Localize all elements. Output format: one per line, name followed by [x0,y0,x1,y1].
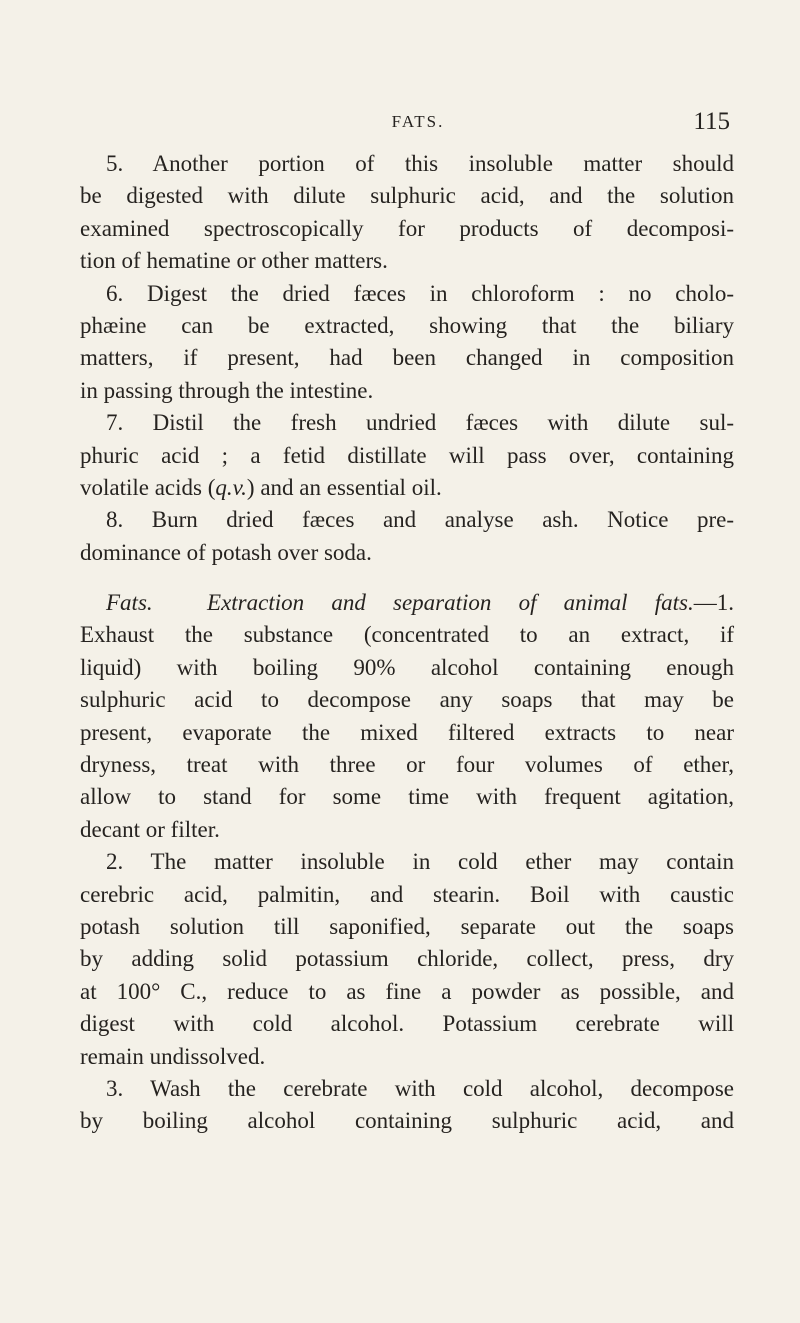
text-line: matters, if present, had been changed in composition [80,345,734,371]
page-number: 115 [693,108,730,135]
text-line: dryness, treat with three or four volumes of ether, [80,752,734,778]
text-line [80,472,734,504]
text-line: at 100° C., reduce to as fine a powder as possible, and [80,978,734,1004]
text-line: sulphuric acid to decompose any soaps that may be [80,687,734,713]
paragraph-8 [80,504,734,569]
paragraph-6 [80,278,734,408]
running-title: FATS. [391,112,445,131]
text-line: tion of hematine or other matters. [80,248,388,274]
text-fragment: volatile acids ( [80,474,216,500]
paragraph-5 [80,148,734,278]
section-label: Fats. [106,590,153,616]
running-head [70,108,730,140]
text-line: remain undissolved. [80,1043,266,1069]
text-line: phæine can be extracted, showing that the biliary [80,312,734,338]
text-line: by adding solid potassium chloride, collect, press, dry [80,946,734,972]
text-line: cerebric acid, palmitin, and stearin. Boil with caustic [80,881,734,907]
section-lead: —1. [693,590,734,616]
italic-reference: q.v. [215,474,247,500]
text-line: digest with cold alcohol. Potassium cerebrate will [80,1011,734,1037]
text-line: 7. Distil the fresh undried fæces with dilute sul- [106,410,734,436]
section-gap [80,569,734,587]
paragraph-7 [80,407,734,504]
text-line: 5. Another portion of this insoluble matter should [106,151,734,176]
text-line: examined spectroscopically for products of decomposi- [80,215,734,241]
text-line: potash solution till saponified, separate out the soaps [80,913,734,939]
paragraph-fats-2 [80,846,734,1073]
text-line: decant or filter. [80,816,220,842]
text-line: phuric acid ; a fetid distillate will pass over, containing [80,442,734,468]
text-line: dominance of potash over soda. [80,539,372,565]
section-heading-line [80,587,734,619]
text-fragment: ) and an essential oil. [246,474,442,500]
text-line: liquid) with boiling 90% alcohol containing enough [80,654,734,680]
text-line: 8. Burn dried fæces and analyse ash. Notice pre- [106,507,734,533]
body-text [80,148,734,1138]
text-line: be digested with dilute sulphuric acid, and the solution [80,183,734,209]
text-line: in passing through the intestine. [80,377,374,403]
text-line: allow to stand for some time with frequent agitation, [80,784,734,810]
text-line: present, evaporate the mixed filtered extracts to near [80,719,734,745]
fats-section [80,587,734,846]
section-heading: Extraction and separation of animal fats. [207,590,694,616]
paragraph-fats-3 [80,1073,734,1138]
text-line: Exhaust the substance (concentrated to an extract, if [80,622,734,648]
text-line: 6. Digest the dried fæces in chloroform : no cholo- [106,280,734,306]
text-line: 2. The matter insoluble in cold ether may contain [106,849,734,875]
text-line: by boiling alcohol containing sulphuric acid, and [80,1108,734,1134]
text-line: 3. Wash the cerebrate with cold alcohol, decompose [106,1075,734,1101]
